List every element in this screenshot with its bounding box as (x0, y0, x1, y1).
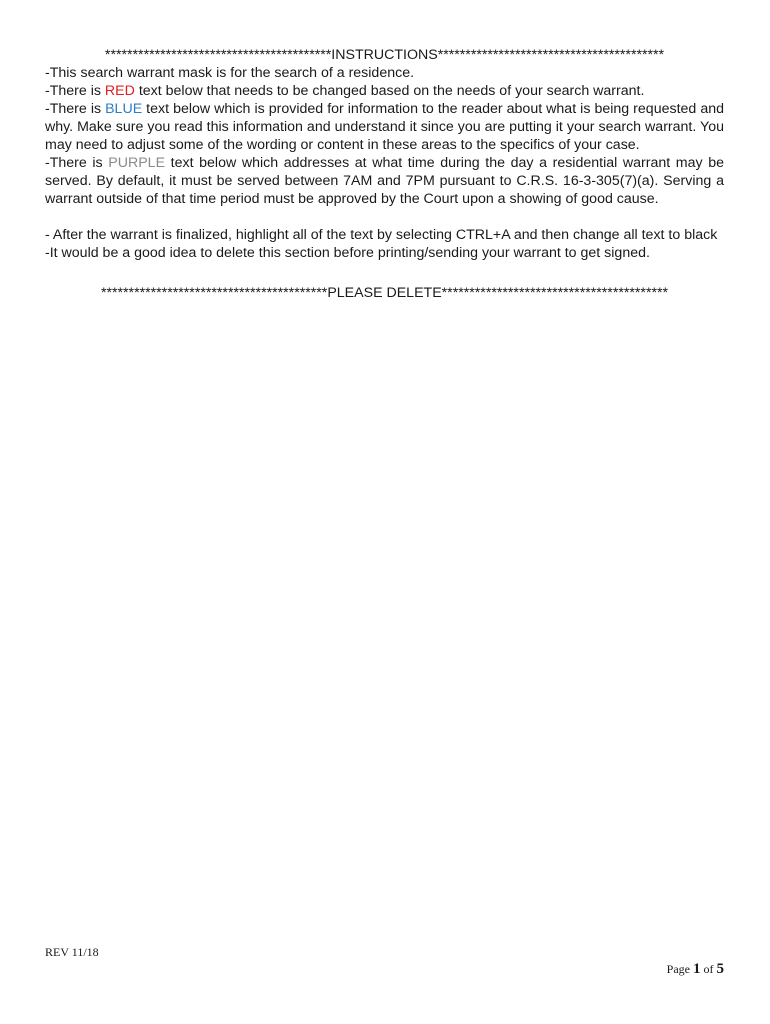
page-counter (667, 961, 724, 978)
instruction-delete-section: -It would be a good idea to delete this section before printing/sending your warrant to get signed. (45, 245, 650, 261)
instruction-red-prefix: -There is (45, 83, 105, 99)
page-word: Page (666, 962, 693, 976)
revision-label: REV 11/18 (45, 945, 99, 959)
total-pages-number: 5 (716, 961, 724, 977)
current-page-number: 1 (693, 961, 701, 977)
instruction-blue-prefix: -There is (45, 101, 106, 117)
red-keyword: RED (104, 83, 135, 99)
please-delete-banner: *****************************************PLEASE DELETE***************************************** (100, 285, 669, 301)
instruction-purple-prefix: -There is (45, 155, 109, 171)
instruction-finalize: - After the warrant is finalized, highlight all of the text by selecting CTRL+A and then change all text to black (45, 227, 718, 243)
instruction-purple-text (45, 154, 724, 208)
spacer (45, 208, 724, 226)
blue-keyword: BLUE (105, 101, 143, 117)
instruction-blue-text (45, 100, 724, 154)
instruction-red-text (45, 82, 724, 100)
purple-keyword: PURPLE (108, 155, 166, 171)
of-word: of (700, 962, 717, 976)
instructions-banner: *****************************************INSTRUCTIONS***************************************** (104, 47, 665, 63)
instruction-purple-suffix: text below which addresses at what time during the day a residential warrant may be served. By default, it must be served between 7AM and 7PM pursuant to C.R.S. 16-3-305(7)(a). Serving a warrant outside of that time period must be approved by the Court upon a showing of good cause. (45, 155, 724, 207)
instruction-red-suffix: text below that needs to be changed based on the needs of your search warrant. (134, 83, 645, 99)
instruction-blue-suffix: text below which is provided for information to the reader about what is being requested and why. Make sure you read this information and understand it since you are putting it your search warrant. You may need to adjust some of the wording or content in these areas to the specifics of your case. (45, 101, 724, 153)
spacer (45, 262, 724, 284)
instructions-block (45, 46, 724, 302)
instruction-residence: -This search warrant mask is for the search of a residence. (45, 65, 415, 81)
